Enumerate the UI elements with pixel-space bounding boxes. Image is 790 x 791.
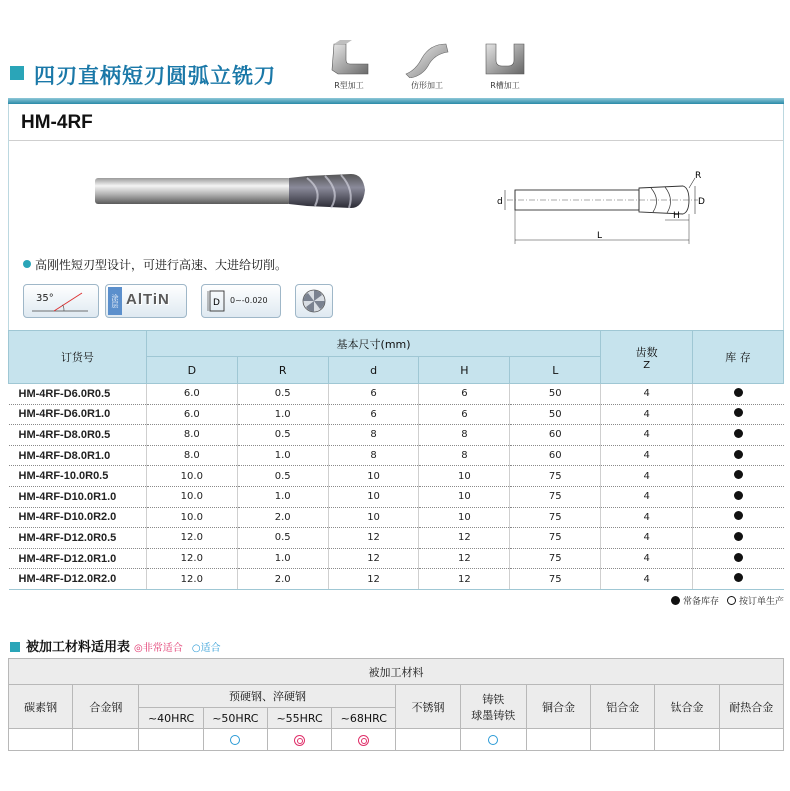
bullet-icon [23, 260, 31, 268]
r-type-machining-icon [324, 40, 374, 78]
very-suitable-icon [358, 735, 369, 746]
in-stock-dot [734, 408, 743, 417]
stock-cell [693, 528, 784, 549]
cell-Z: 4 [601, 507, 693, 528]
in-stock-symbol [671, 596, 680, 605]
four-flute-icon [296, 285, 332, 317]
suitability-cell [719, 729, 783, 751]
cell-R: 0.5 [237, 528, 328, 549]
suitability-cell [460, 729, 526, 751]
cell-shank-d: 6 [328, 404, 419, 425]
tolerance-value: 0~-0.020 [230, 296, 268, 305]
order-code-cell: HM-4RF-D6.0R0.5 [9, 384, 147, 405]
page-header [0, 0, 790, 105]
material-column-7 [460, 685, 526, 729]
cell-D: 12.0 [146, 528, 237, 549]
suitability-cell [139, 729, 203, 751]
coating-side-label: 涂层 [108, 287, 122, 315]
cell-R: 1.0 [237, 486, 328, 507]
material-label-line: 铝合金 [606, 700, 640, 714]
stock-cell [693, 404, 784, 425]
order-code-cell: HM-4RF-D8.0R0.5 [9, 425, 147, 446]
helix-angle-badge [23, 284, 99, 318]
cell-D: 8.0 [146, 445, 237, 466]
cell-Z: 4 [601, 404, 693, 425]
cell-Z: 4 [601, 548, 693, 569]
cell-L: 75 [510, 486, 601, 507]
suitability-cell [655, 729, 719, 751]
cell-D: 6.0 [146, 404, 237, 425]
cell-L: 75 [510, 466, 601, 487]
col-R-header: R [237, 357, 328, 384]
cell-D: 12.0 [146, 548, 237, 569]
stock-cell [693, 569, 784, 590]
feature-description: 高刚性短刃型设计，可进行高速、大进给切削。 [35, 258, 288, 272]
process-profiling [396, 40, 458, 91]
cell-shank-d: 10 [328, 507, 419, 528]
col-D-header: D [146, 357, 237, 384]
dim-d-label: d [497, 197, 503, 207]
hardness-5: ~68HRC [332, 708, 396, 729]
order-code-cell: HM-4RF-D10.0R2.0 [9, 507, 147, 528]
cell-shank-d: 6 [328, 384, 419, 405]
cell-D: 10.0 [146, 507, 237, 528]
material-label-line: 耐热合金 [729, 700, 774, 714]
order-code-cell: HM-4RF-D6.0R1.0 [9, 404, 147, 425]
in-stock-dot [734, 470, 743, 479]
process-r-groove [474, 40, 536, 91]
stock-header: 库 存 [693, 331, 784, 384]
cell-H: 10 [419, 486, 510, 507]
stock-cell [693, 445, 784, 466]
cell-L: 75 [510, 569, 601, 590]
in-stock-dot [734, 573, 743, 582]
section-marker [10, 642, 20, 652]
cell-Z: 4 [601, 445, 693, 466]
suitability-row [9, 729, 784, 751]
col-d-header: d [328, 357, 419, 384]
order-code-cell: HM-4RF-D12.0R0.5 [9, 528, 147, 549]
suitability-cell [526, 729, 590, 751]
table-row [9, 507, 784, 528]
order-code-cell: HM-4RF-D12.0R2.0 [9, 569, 147, 590]
cell-R: 1.0 [237, 445, 328, 466]
table-row [9, 528, 784, 549]
cell-Z: 4 [601, 486, 693, 507]
material-column-10 [655, 685, 719, 729]
cell-Z: 4 [601, 569, 693, 590]
legend-to-order: 按订单生产 [738, 597, 784, 607]
suitability-cell [203, 729, 267, 751]
in-stock-dot [734, 388, 743, 397]
process-label: R型加工 [334, 81, 364, 90]
page-title: 四刃直柄短刃圆弧立铣刀 [34, 64, 276, 88]
model-name: HM-4RF [21, 112, 93, 133]
material-label-line: 铸铁 [482, 692, 505, 706]
material-column-8 [526, 685, 590, 729]
material-carbon-steel: 碳素钢 [9, 685, 73, 729]
flute-count-badge [295, 284, 333, 318]
material-column-9 [591, 685, 655, 729]
in-stock-dot [734, 511, 743, 520]
order-no-header: 订货号 [9, 331, 147, 384]
title-marker [10, 66, 24, 80]
cell-L: 75 [510, 507, 601, 528]
table-row [9, 384, 784, 405]
cell-shank-d: 10 [328, 486, 419, 507]
col-L-header: L [510, 357, 601, 384]
helix-angle-value: 35° [36, 293, 54, 304]
material-label-line: 铜合金 [542, 700, 576, 714]
suitability-cell [591, 729, 655, 751]
material-hardened-steel-group: 预硬钢、淬硬钢 [139, 685, 396, 708]
material-label-line: 不锈钢 [411, 700, 445, 714]
materials-table [8, 658, 784, 751]
process-label: 仿形加工 [411, 81, 443, 90]
cell-R: 2.0 [237, 569, 328, 590]
suitable-icon [230, 735, 240, 745]
stock-legend [671, 594, 784, 607]
basic-size-header: 基本尺寸(mm) [146, 331, 600, 357]
flutes-header [601, 331, 693, 384]
cell-R: 0.5 [237, 466, 328, 487]
table-row [9, 425, 784, 446]
cell-Z: 4 [601, 466, 693, 487]
cell-shank-d: 8 [328, 445, 419, 466]
cell-R: 1.0 [237, 404, 328, 425]
in-stock-dot [734, 450, 743, 459]
cell-L: 50 [510, 384, 601, 405]
process-r-type [318, 40, 380, 91]
cell-D: 10.0 [146, 486, 237, 507]
stock-cell [693, 548, 784, 569]
end-mill-photo [93, 170, 373, 212]
hardness-4: ~55HRC [267, 708, 331, 729]
coating-badge [105, 284, 187, 318]
in-stock-dot [734, 553, 743, 562]
dim-D-label: D [698, 197, 705, 207]
cell-H: 12 [419, 548, 510, 569]
col-H-header: H [419, 357, 510, 384]
r-groove-machining-icon [480, 40, 530, 78]
dim-L-label: L [597, 231, 603, 241]
cell-R: 2.0 [237, 507, 328, 528]
cell-H: 8 [419, 445, 510, 466]
suitability-cell [73, 729, 139, 751]
to-order-symbol [727, 596, 736, 605]
suitability-cell [332, 729, 396, 751]
spec-table [8, 330, 784, 590]
material-label-line: 钛合金 [670, 700, 704, 714]
table-row [9, 404, 784, 425]
legend-good: ○适合 [191, 643, 221, 654]
tolerance-badge [201, 284, 281, 318]
cell-R: 1.0 [237, 548, 328, 569]
table-row [9, 445, 784, 466]
dim-H-label: H [673, 211, 680, 221]
stock-cell [693, 486, 784, 507]
in-stock-dot [734, 429, 743, 438]
suitability-cell [9, 729, 73, 751]
suitability-cell [396, 729, 460, 751]
material-label-line: 球墨铸铁 [471, 708, 516, 722]
technical-drawing [493, 166, 713, 246]
diameter-tolerance-icon [206, 285, 230, 317]
cell-R: 0.5 [237, 425, 328, 446]
coating-value: AlTiN [126, 291, 170, 308]
cell-D: 6.0 [146, 384, 237, 405]
hardness-2: ~40HRC [139, 708, 203, 729]
stock-cell [693, 507, 784, 528]
cell-shank-d: 10 [328, 466, 419, 487]
cell-L: 60 [510, 445, 601, 466]
flutes-header-sub: Z [643, 359, 651, 371]
spec-table-body [9, 384, 784, 590]
hardness-3: ~50HRC [203, 708, 267, 729]
cell-shank-d: 12 [328, 548, 419, 569]
cell-R: 0.5 [237, 384, 328, 405]
cell-D: 8.0 [146, 425, 237, 446]
table-row [9, 466, 784, 487]
materials-heading [10, 636, 221, 655]
cell-Z: 4 [601, 384, 693, 405]
materials-group-header: 被加工材料 [9, 659, 784, 685]
legend-in-stock: 常备库存 [682, 597, 719, 607]
table-row [9, 569, 784, 590]
in-stock-dot [734, 532, 743, 541]
very-suitable-icon [294, 735, 305, 746]
suitable-icon [488, 735, 498, 745]
materials-title: 被加工材料适用表 [26, 640, 131, 655]
order-code-cell: HM-4RF-D8.0R1.0 [9, 445, 147, 466]
order-code-cell: HM-4RF-D12.0R1.0 [9, 548, 147, 569]
dim-R-label: R [695, 171, 702, 181]
cell-D: 10.0 [146, 466, 237, 487]
cell-L: 50 [510, 404, 601, 425]
material-column-11 [719, 685, 783, 729]
feature-text [23, 256, 287, 273]
model-divider [9, 140, 783, 141]
profile-machining-icon [402, 40, 452, 78]
order-code-cell: HM-4RF-D10.0R1.0 [9, 486, 147, 507]
tolerance-symbol: D [213, 298, 220, 308]
legend-very-good: ◎非常适合 [134, 643, 183, 654]
cell-L: 75 [510, 528, 601, 549]
cell-D: 12.0 [146, 569, 237, 590]
stock-cell [693, 425, 784, 446]
stock-cell [693, 466, 784, 487]
process-label: R槽加工 [490, 81, 520, 90]
table-row [9, 548, 784, 569]
flutes-header-label: 齿数 [635, 345, 658, 359]
cell-H: 6 [419, 384, 510, 405]
cell-shank-d: 12 [328, 528, 419, 549]
cell-H: 12 [419, 569, 510, 590]
cell-shank-d: 8 [328, 425, 419, 446]
material-alloy-steel: 合金钢 [73, 685, 139, 729]
cell-Z: 4 [601, 425, 693, 446]
suitability-cell [267, 729, 331, 751]
cell-shank-d: 12 [328, 569, 419, 590]
table-row [9, 486, 784, 507]
cell-H: 8 [419, 425, 510, 446]
order-code-cell: HM-4RF-10.0R0.5 [9, 466, 147, 487]
cell-H: 10 [419, 466, 510, 487]
product-panel [8, 104, 784, 330]
cell-L: 60 [510, 425, 601, 446]
cell-H: 6 [419, 404, 510, 425]
cell-Z: 4 [601, 528, 693, 549]
in-stock-dot [734, 491, 743, 500]
material-column-6 [396, 685, 460, 729]
stock-cell [693, 384, 784, 405]
cell-H: 10 [419, 507, 510, 528]
cell-H: 12 [419, 528, 510, 549]
cell-L: 75 [510, 548, 601, 569]
